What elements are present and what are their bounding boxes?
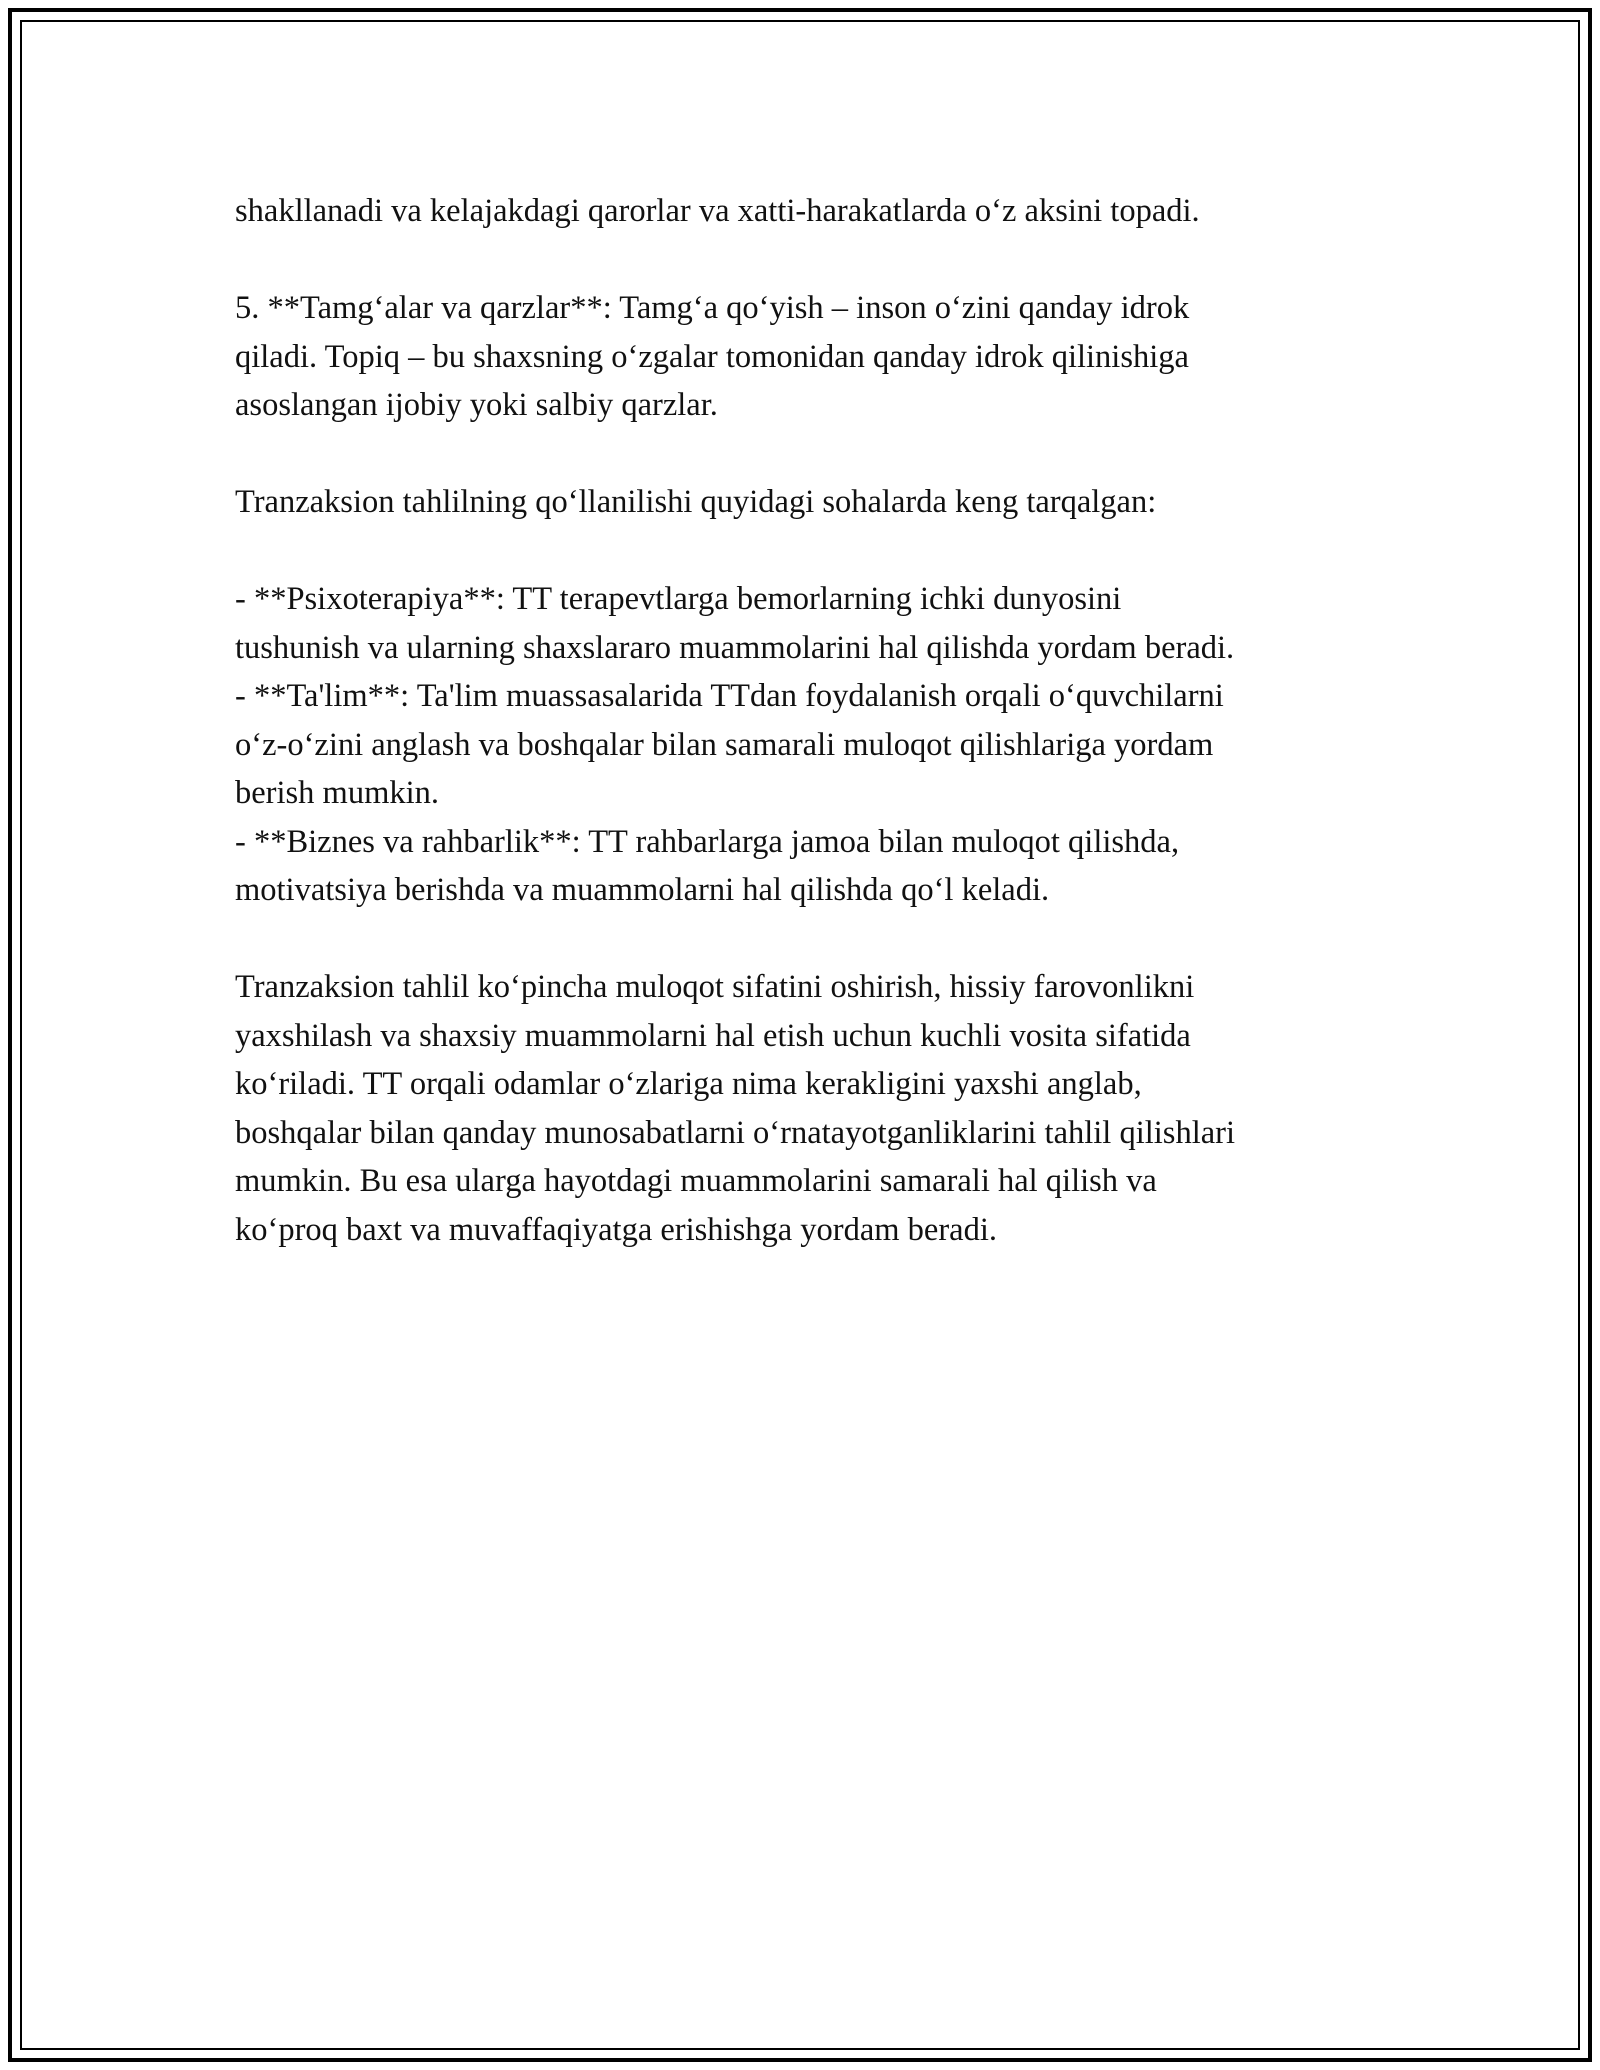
text-line: boshqalar bilan qanday munosabatlarni o‘rnatayotganliklarini tahlil qilishlari [235, 1114, 1236, 1151]
text-line: qiladi. Topiq – bu shaxsning o‘zgalar tomonidan qanday idrok qilinishiga [235, 338, 1189, 375]
text-line: - **Ta'lim**: Ta'lim muassasalarida TTdan foydalanish orqali o‘quvchilarni [235, 678, 1224, 714]
paragraph-continuation [235, 187, 1415, 236]
paragraph-conclusion [235, 963, 1415, 1254]
text-line: mumkin. Bu esa ularga hayotdagi muammolarini samarali hal qilish va [235, 1163, 1157, 1199]
paragraph-spacer [235, 915, 1415, 964]
text-line: - **Biznes va rahbarlik**: TT rahbarlarga jamoa bilan muloqot qilishda, [235, 823, 1180, 860]
paragraph-spacer [235, 236, 1415, 285]
text-line: Tranzaksion tahlil ko‘pincha muloqot sifatini oshirish, hissiy farovonlikni [235, 969, 1195, 1005]
text-line: motivatsiya berishda va muammolarni hal qilishda qo‘l keladi. [235, 872, 1050, 908]
text-line: yaxshilash va shaxsiy muammolarni hal etish uchun kuchli vosita sifatida [235, 1017, 1191, 1054]
paragraph-applications-intro [235, 478, 1415, 527]
paragraph-spacer [235, 527, 1415, 576]
text-line: - **Psixoterapiya**: TT terapevtlarga bemorlarning ichki dunyosini [235, 581, 1122, 617]
paragraph-spacer [235, 430, 1415, 479]
document-body [235, 187, 1415, 1254]
text-line: Tranzaksion tahlilning qo‘llanilishi quyidagi sohalarda keng tarqalgan: [235, 484, 1157, 520]
text-line: berish mumkin. [235, 775, 440, 811]
text-line: ko‘proq baxt va muvaffaqiyatga erishishga yordam beradi. [235, 1211, 998, 1248]
text-line: tushunish va ularning shaxslararo muammolarini hal qilishda yordam beradi. [235, 629, 1235, 666]
text-line: ko‘riladi. TT orqali odamlar o‘zlariga nima kerakligini yaxshi anglab, [235, 1066, 1142, 1102]
paragraph-applications-list [235, 575, 1415, 915]
text-line: shakllanadi va kelajakdagi qarorlar va xatti-harakatlarda o‘z aksini topadi. [235, 193, 1200, 229]
text-line: 5. **Tamg‘alar va qarzlar**: Tamg‘a qo‘yish – inson o‘zini qanday idrok [235, 290, 1190, 326]
text-line: asoslangan ijobiy yoki salbiy qarzlar. [235, 387, 718, 423]
text-line: o‘z-o‘zini anglash va boshqalar bilan samarali muloqot qilishlariga yordam [235, 726, 1214, 763]
paragraph-tamgalar [235, 284, 1415, 430]
